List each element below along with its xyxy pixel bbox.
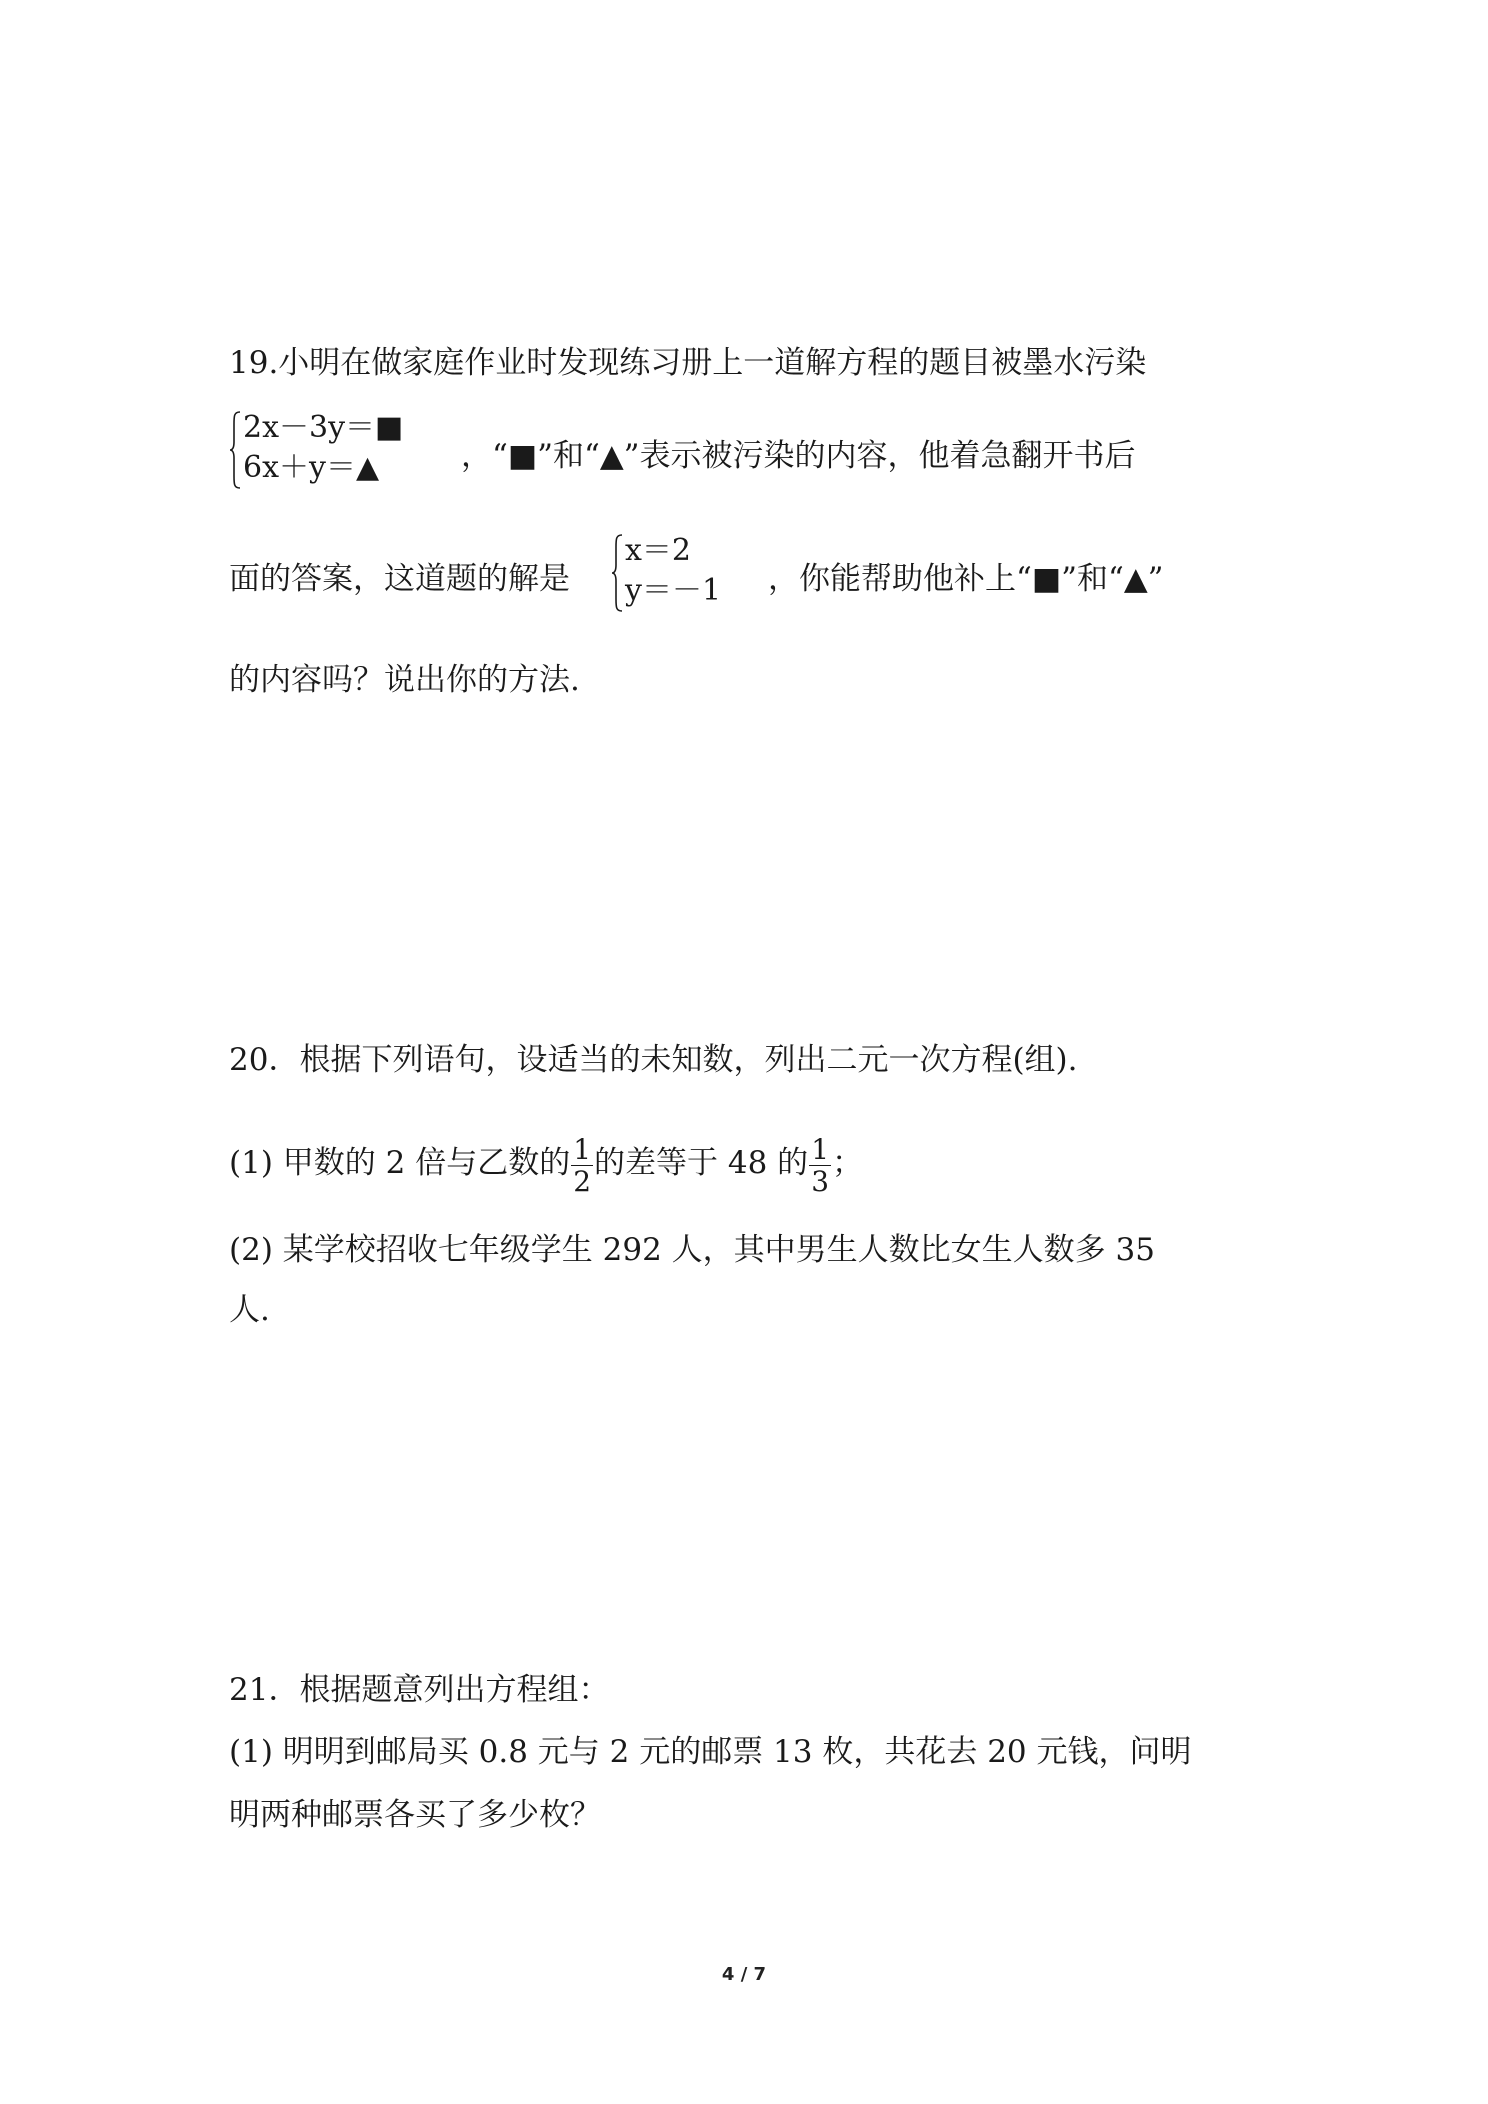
q19-line4: 的内容吗？说出你的方法. <box>229 662 580 698</box>
q20-item2-line1: (2) 某学校招收七年级学生 292 人，其中男生人数比女生人数多 35 <box>229 1232 1155 1268</box>
q19-line2: ，“■”和“▲”表示被污染的内容，他着急翻开书后 <box>461 438 1136 474</box>
q21-title: 21．根据题意列出方程组： <box>229 1672 610 1708</box>
q19-line3-end: ，你能帮助他补上“■”和“▲” <box>768 561 1164 597</box>
solution-equation-1: x＝2 <box>625 533 692 568</box>
q20-item1-text-c: ； <box>832 1145 864 1181</box>
q19-line1: 19.小明在做家庭作业时发现练习册上一道解方程的题目被墨水污染 <box>229 345 1147 381</box>
q19-solution <box>611 531 721 611</box>
q19-system <box>229 408 403 488</box>
system-equation-2: 6x＋y＝▲ <box>243 450 380 485</box>
page-number: 4 / 7 <box>721 1964 767 1985</box>
fraction-one-half <box>571 1135 593 1198</box>
left-brace-icon <box>229 410 241 486</box>
fraction-one-third <box>809 1135 831 1198</box>
fraction-denominator: 3 <box>811 1165 830 1198</box>
q20-item1-text-b: 的差等于 48 的 <box>594 1145 809 1181</box>
q19-line3-start: 面的答案，这道题的解是 <box>229 561 570 597</box>
fraction-numerator: 1 <box>573 1133 592 1166</box>
left-brace-icon <box>611 533 623 609</box>
q21-item1-line1: (1) 明明到邮局买 0.8 元与 2 元的邮票 13 枚，共花去 20 元钱，问明 <box>229 1734 1192 1770</box>
q20-item1-text-a: (1) 甲数的 2 倍与乙数的 <box>229 1145 571 1181</box>
solution-equation-2: y＝－1 <box>625 573 722 608</box>
q20-title: 20．根据下列语句，设适当的未知数，列出二元一次方程(组). <box>229 1042 1078 1078</box>
q20-item1 <box>229 1133 863 1196</box>
fraction-denominator: 2 <box>573 1165 592 1198</box>
system-equation-1: 2x－3y＝■ <box>243 410 404 445</box>
fraction-numerator: 1 <box>811 1133 830 1166</box>
q20-item2-line2: 人. <box>229 1292 270 1328</box>
q21-item1-line2: 明两种邮票各买了多少枚？ <box>229 1797 601 1833</box>
